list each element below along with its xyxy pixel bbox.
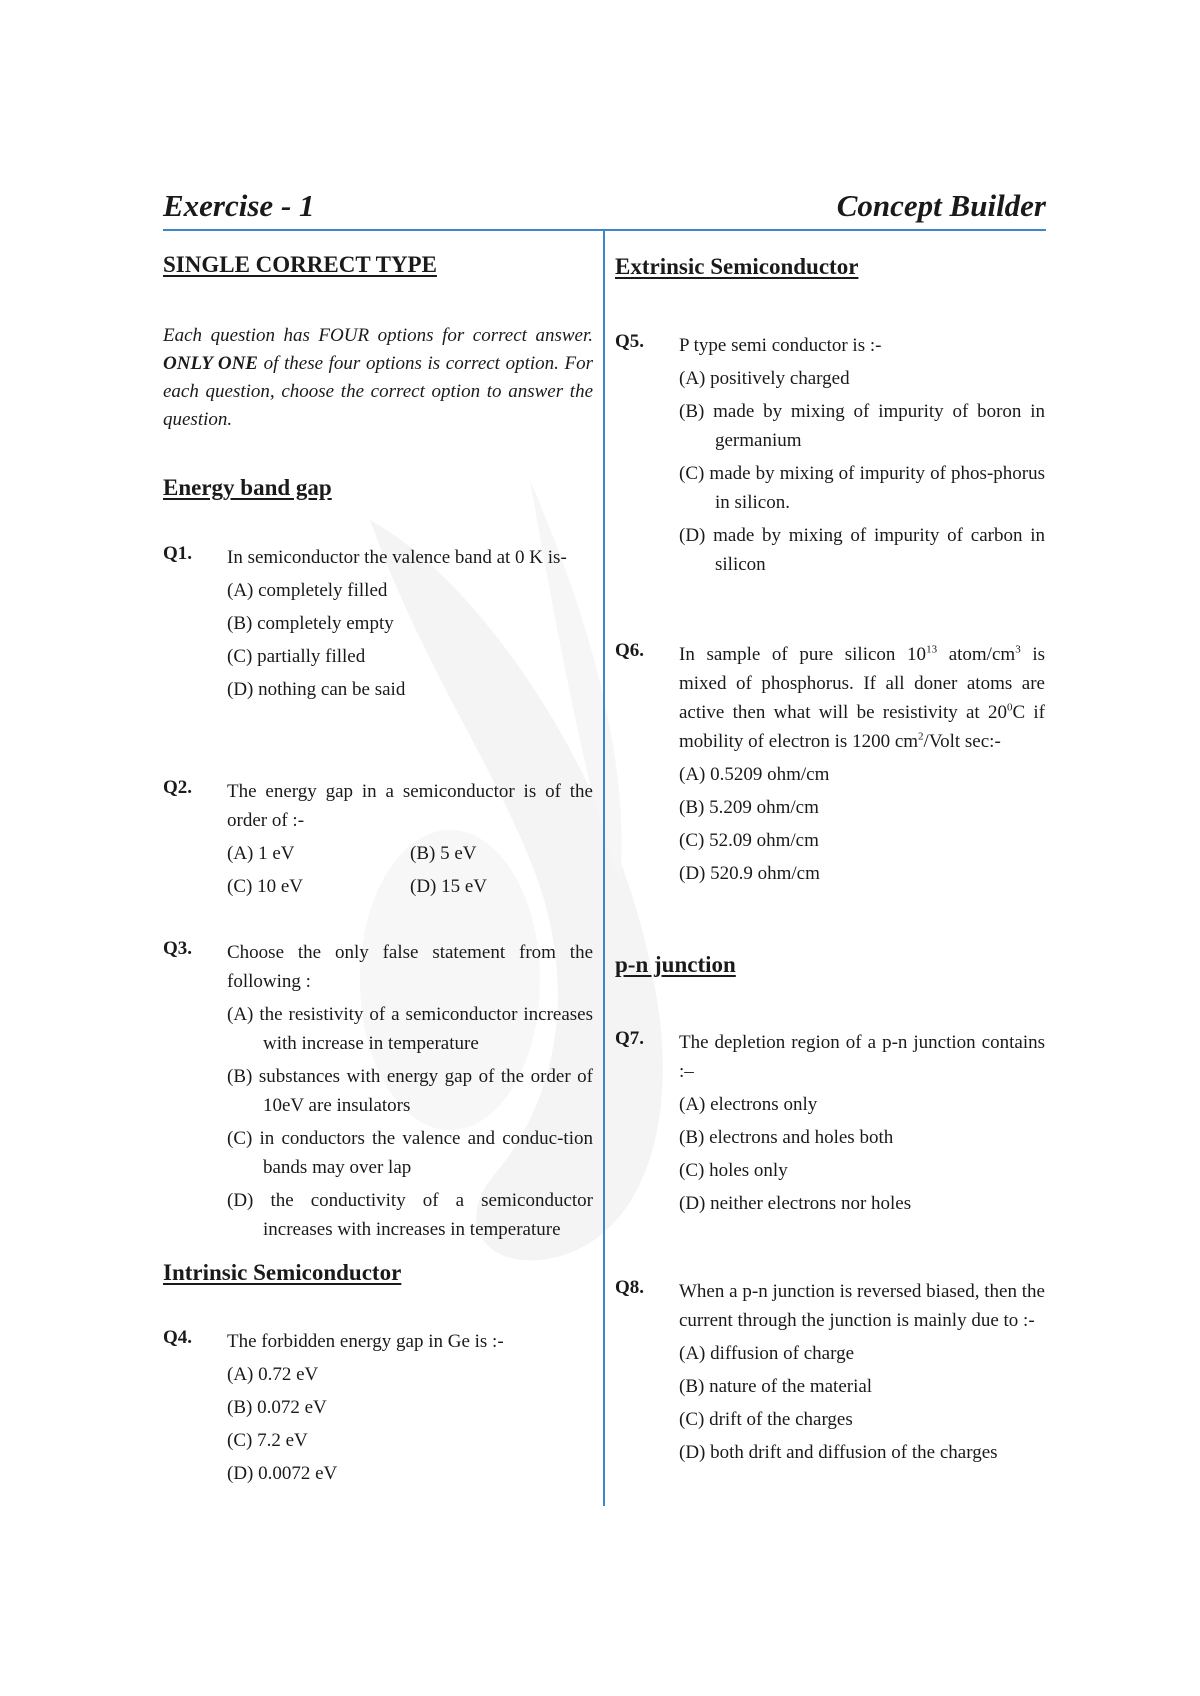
option-a: (A) completely filled — [227, 580, 388, 601]
question-text: The depletion region of a p-n junction contains :– — [679, 1032, 1045, 1082]
option-d: (D) neither electrons nor holes — [679, 1193, 912, 1214]
question-text: The energy gap in a semiconductor is of the order of :- — [227, 781, 593, 831]
question-2 — [163, 777, 593, 901]
option-b: (B) made by mixing of impurity of boron in germanium — [679, 401, 1045, 451]
question-text: In sample of pure silicon $10^{13}$ atom/$cm^3$ is mixed of phosphorus. If all doner atoms are active then what will be resistivity at $20^0C$ if mobility of electron is 1200 $cm^2$/Volt sec:- — [679, 643, 1045, 752]
option-d: (D) 15 eV — [410, 876, 488, 897]
option-a: (A) 0.72 eV — [227, 1364, 319, 1385]
question-number: Q5. — [615, 331, 645, 352]
question-text: Choose the only false statement from the following : — [227, 942, 593, 992]
option-c: (C) 7.2 eV — [227, 1430, 308, 1451]
exercise-title: Exercise - 1 — [163, 188, 315, 223]
pn-junction-heading: p-n junction — [615, 952, 736, 977]
option-b: (B) 5.209 ohm/cm — [679, 797, 819, 818]
option-c: (C) in conductors the valence and conduc-tion bands may over lap — [227, 1128, 593, 1178]
question-5 — [615, 331, 1045, 579]
question-4 — [163, 1327, 593, 1488]
extrinsic-semiconductor-heading: Extrinsic Semiconductor — [615, 254, 859, 279]
question-number: Q3. — [163, 938, 193, 959]
energy-band-gap-heading: Energy band gap — [163, 475, 332, 500]
option-b: (B) completely empty — [227, 613, 394, 634]
option-a: (A) the resistivity of a semiconductor increases with increase in temperature — [227, 1004, 593, 1054]
question-7 — [615, 1028, 1045, 1218]
option-b: (B) 5 eV — [410, 843, 477, 864]
instructions: Each question has FOUR options for correct answer. ONLY ONE of these four options is correct option. For each question, choose the correct option to answer the question. — [163, 325, 593, 430]
option-c: (C) 10 eV — [227, 876, 303, 897]
concept-builder-title: Concept Builder — [836, 188, 1046, 223]
option-d: (D) nothing can be said — [227, 679, 406, 700]
question-text: When a p-n junction is reversed biased, then the current through the junction is mainly due to :- — [679, 1281, 1045, 1331]
question-number: Q6. — [615, 640, 645, 661]
question-1 — [163, 543, 593, 704]
option-b: (B) 0.072 eV — [227, 1397, 327, 1418]
column-divider — [603, 230, 605, 1506]
option-c: (C) made by mixing of impurity of phos-phorus in silicon. — [679, 463, 1045, 513]
option-d: (D) the conductivity of a semiconductor increases with increases in temperature — [227, 1190, 593, 1240]
option-b: (B) nature of the material — [679, 1376, 873, 1397]
option-b: (B) electrons and holes both — [679, 1127, 894, 1148]
question-number: Q2. — [163, 777, 193, 798]
section-title: SINGLE CORRECT TYPE — [163, 252, 437, 277]
question-8 — [615, 1277, 1045, 1467]
question-number: Q1. — [163, 543, 193, 564]
option-d: (D) 520.9 ohm/cm — [679, 863, 820, 884]
question-text: The forbidden energy gap in Ge is :- — [227, 1331, 504, 1352]
intrinsic-semiconductor-heading: Intrinsic Semiconductor — [163, 1260, 402, 1285]
option-a: (A) diffusion of charge — [679, 1343, 854, 1364]
option-a: (A) electrons only — [679, 1094, 818, 1115]
question-text: In semiconductor the valence band at 0 K is- — [227, 547, 567, 568]
option-c: (C) 52.09 ohm/cm — [679, 830, 819, 851]
option-a: (A) 1 eV — [227, 843, 295, 864]
option-a: (A) 0.5209 ohm/cm — [679, 764, 830, 785]
option-a: (A) positively charged — [679, 368, 850, 389]
question-text: P type semi conductor is :- — [679, 335, 882, 356]
option-c: (C) drift of the charges — [679, 1409, 853, 1430]
option-c: (C) partially filled — [227, 646, 366, 667]
question-3 — [163, 938, 593, 1244]
question-number: Q8. — [615, 1277, 645, 1298]
question-6 — [615, 640, 1045, 888]
option-b: (B) substances with energy gap of the order of 10eV are insulators — [227, 1066, 593, 1116]
option-d: (D) made by mixing of impurity of carbon in silicon — [679, 525, 1045, 575]
option-d: (D) both drift and diffusion of the charges — [679, 1442, 998, 1463]
option-d: (D) 0.0072 eV — [227, 1463, 338, 1484]
option-c: (C) holes only — [679, 1160, 788, 1181]
question-number: Q4. — [163, 1327, 193, 1348]
question-number: Q7. — [615, 1028, 645, 1049]
